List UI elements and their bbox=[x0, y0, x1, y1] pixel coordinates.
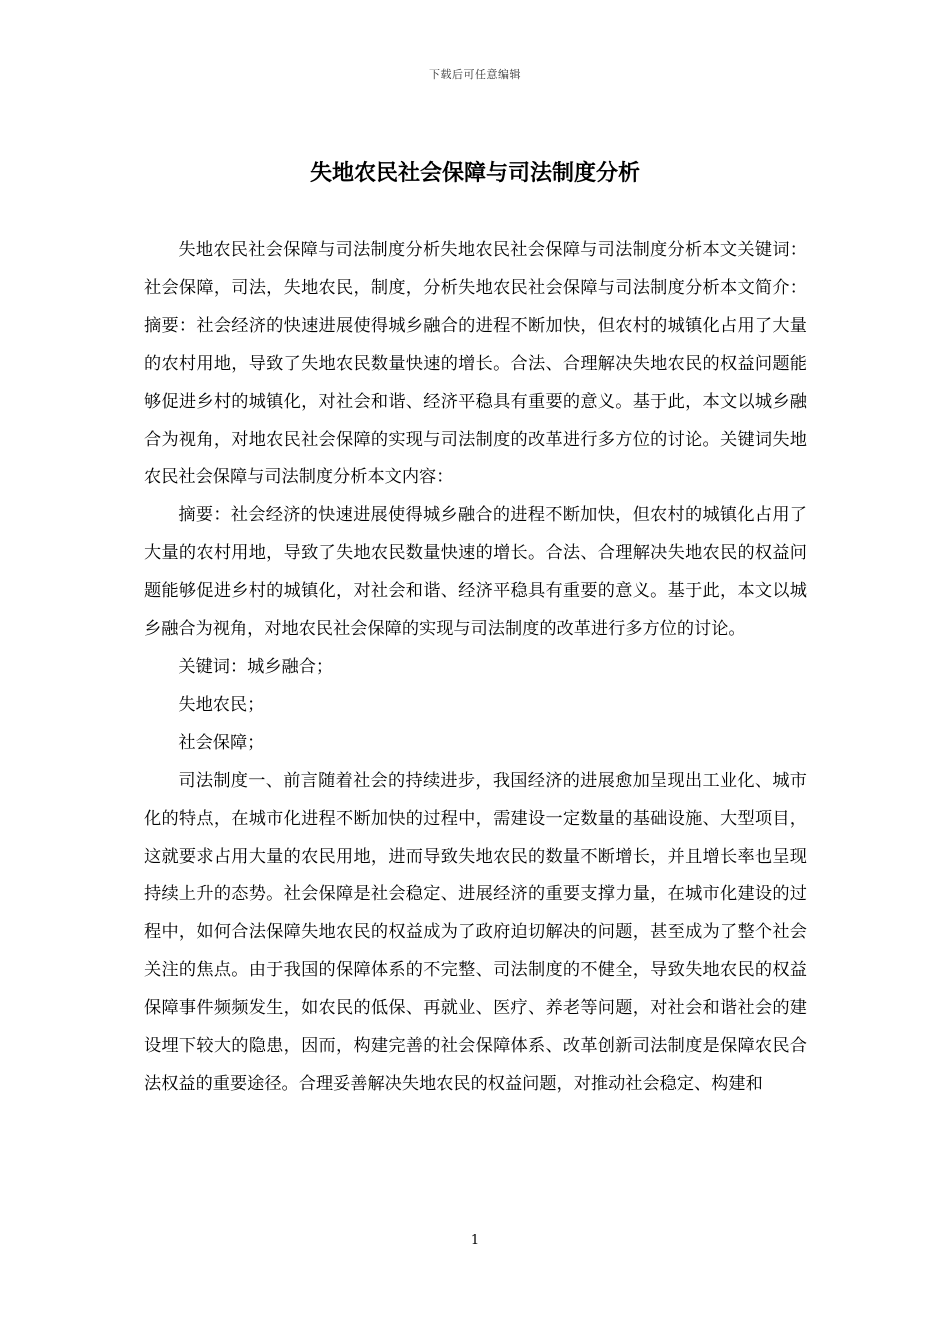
page-number: 1 bbox=[470, 1233, 480, 1248]
document-body bbox=[144, 232, 807, 1104]
paragraph-keyword-2: 失地农民； bbox=[178, 694, 265, 715]
paragraph-keyword-3: 社会保障； bbox=[178, 732, 265, 753]
paragraph-abstract: 摘要：社会经济的快速进展使得城乡融合的进程不断加快，但农村的城镇化占用了大量的农村用地，导致了失地农民数量快速的增长。合法、合理解决失地农民的权益问题能够促进乡村的城镇化，对社会和谐、经济平稳具有重要的意义。基于此，本文以城乡融合为视角，对地农民社会保障的实现与司法制度的改革进行多方位的讨论。 bbox=[144, 505, 807, 640]
paragraph-keyword-1: 关键词：城乡融合； bbox=[178, 656, 334, 677]
paragraph-intro: 失地农民社会保障与司法制度分析失地农民社会保障与司法制度分析本文关键词：社会保障，司法，失地农民，制度，分析失地农民社会保障与司法制度分析本文简介：摘要：社会经济的快速进展使得城乡融合的进程不断加快，但农村的城镇化占用了大量的农村用地，导致了失地农民数量快速的增长。合法、合理解决失地农民的权益问题能够促进乡村的城镇化，对社会和谐、经济平稳具有重要的意义。基于此，本文以城乡融合为视角，对地农民社会保障的实现与司法制度的改革进行多方位的讨论。关键词失地农民社会保障与司法制度分析本文内容： bbox=[144, 240, 807, 488]
page-header-note: 下载后可任意编辑 bbox=[429, 68, 521, 81]
document-title: 失地农民社会保障与司法制度分析 bbox=[309, 160, 640, 186]
paragraph-preface: 司法制度一、前言随着社会的持续进步，我国经济的进展愈加呈现出工业化、城市化的特点，在城市化进程不断加快的过程中，需建设一定数量的基础设施、大型项目，这就要求占用大量的农民用地，进而导致失地农民的数量不断增长，并且增长率也呈现持续上升的态势。社会保障是社会稳定、进展经济的重要支撑力量，在城市化建设的过程中，如何合法保障失地农民的权益成为了政府迫切解决的问题，甚至成为了整个社会关注的焦点。由于我国的保障体系的不完整、司法制度的不健全，导致失地农民的权益保障事件频频发生，如农民的低保、再就业、医疗、养老等问题，对社会和谐社会的建设埋下较大的隐患，因而，构建完善的社会保障体系、改革创新司法制度是保障农民合法权益的重要途径。合理妥善解决失地农民的权益问题，对推动社会稳定、构建和 bbox=[144, 770, 807, 1094]
